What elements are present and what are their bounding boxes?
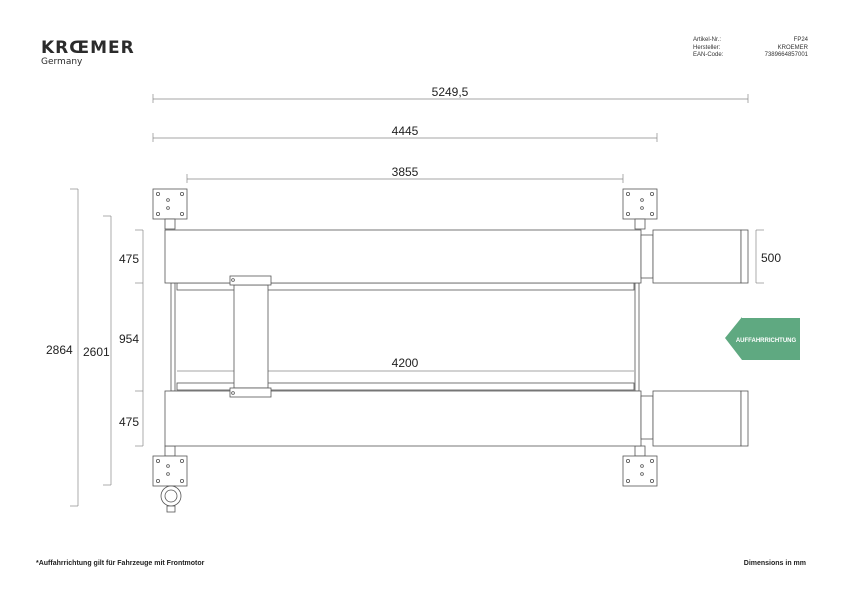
info-value: KROEMER — [777, 44, 808, 51]
post-top-right — [623, 189, 657, 229]
label-total-width: 2864 — [46, 343, 73, 357]
brand-name: KRŒMER — [41, 38, 135, 58]
units-note: Dimensions in mm — [743, 560, 806, 567]
info-value: 7389664857001 — [764, 52, 808, 58]
post-top-left — [153, 189, 187, 229]
hydraulic-motor — [161, 486, 181, 512]
info-value: FP24 — [793, 37, 808, 43]
brand-subtitle: Germany — [41, 57, 83, 67]
info-label: Artikel-Nr.: — [693, 37, 722, 43]
drive-direction-arrow — [725, 317, 800, 360]
post-bottom-right — [623, 446, 657, 486]
info-label: Hersteller: — [693, 44, 721, 51]
label-length-3855: 3855 — [391, 165, 419, 179]
ramp-bottom — [641, 391, 748, 446]
label-runway-width-bottom: 475 — [119, 415, 140, 429]
label-inner-length: 4200 — [391, 356, 419, 370]
label-total-length: 5249,5 — [431, 85, 469, 99]
label-length-4445: 4445 — [391, 124, 419, 138]
post-bottom-left — [153, 446, 187, 486]
label-gap-width: 954 — [119, 332, 140, 346]
footnote: *Auffahrrichtung gilt für Fahrzeuge mit Frontmotor — [36, 560, 205, 567]
info-label: EAN-Code: — [693, 52, 724, 58]
ramp-top — [641, 230, 748, 283]
label-runway-width-top: 475 — [119, 252, 140, 266]
runway-bottom — [165, 391, 641, 446]
label-width-2601: 2601 — [83, 345, 110, 359]
label-ramp-width: 500 — [761, 251, 782, 265]
arrow-label: AUFFAHRRICHTUNG — [735, 338, 797, 344]
runway-top — [165, 230, 641, 283]
jack-beam — [230, 276, 271, 397]
